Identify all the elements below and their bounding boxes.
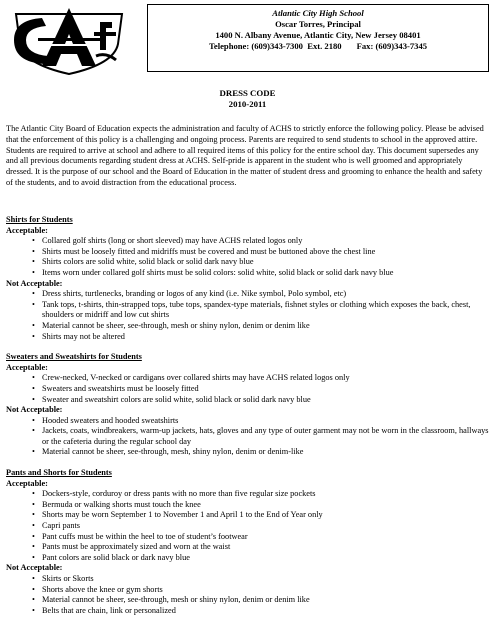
list-item: • Dockers-style, corduroy or dress pants with no more than five regular size pockets <box>6 489 490 500</box>
section-heading-shirts: Shirts for Students <box>6 215 73 224</box>
list-item: • Crew-necked, V-necked or cardigans over collared shirts may have ACHS related logos only <box>6 373 490 384</box>
school-address: 1400 N. Albany Avenue, Atlantic City, New Jersey 08401 <box>215 30 421 40</box>
list-item: • Tank tops, t-shirts, thin-strapped tops, tube tops, spandex-type materials, fishnet styles or clothing which exposes the back, chest, shoulders or midriff and low cut shirts <box>6 300 490 321</box>
principal-name: Oscar Torres, Principal <box>275 19 361 29</box>
list-item: • Pant cuffs must be within the heel to toe of student’s footwear <box>6 532 490 543</box>
list-item: • Pant colors are solid black or dark navy blue <box>6 553 490 564</box>
acceptable-label: Acceptable: <box>6 478 48 488</box>
shirts-acceptable-list <box>6 236 490 278</box>
school-name: Atlantic City High School <box>272 8 364 18</box>
list-item: • Pants must be approximately sized and worn at the waist <box>6 542 490 553</box>
section-heading-pants: Pants and Shorts for Students <box>6 468 112 478</box>
list-item: • Shirts must be loosely fitted and midriffs must be covered and must be buttoned above the chest line <box>6 247 490 258</box>
list-item: • Collared golf shirts (long or short sleeved) may have ACHS related logos only <box>6 236 490 247</box>
list-item: • Shorts may be worn September 1 to November 1 and April 1 to the End of Year only <box>6 510 490 521</box>
list-item: • Shorts above the knee or gym shorts <box>6 585 490 596</box>
pants-acceptable-list <box>6 489 490 563</box>
intro-paragraph: The Atlantic City Board of Education expects the administration and faculty of ACHS to strictly enforce the following policy. Please be advised that the enforcement of this policy is a challenging and ongoing process. Parents are required to send students to school in the approved attire. Students are required to arrive at school and adhere to all required items of this policy for the entire school day. This document supersedes any and all previous documents regarding student dress at ACHS. Self-pride is apparent in the student who is well groomed and appropriately dressed. It is the purpose of our school and the Board of Education in the matter of student dress and grooming to enhance the health and safety of the students, and to avoid distraction from the educational process. <box>6 124 484 187</box>
document-title: DRESS CODE <box>219 88 276 98</box>
list-item: • Material cannot be sheer, see-through, mesh or shiny nylon, denim or denim like <box>6 321 490 332</box>
policy-content <box>6 215 490 616</box>
acceptable-label: Acceptable: <box>6 225 48 235</box>
letterhead-box <box>147 4 489 72</box>
list-item: • Hooded sweaters and hooded sweatshirts <box>6 416 490 427</box>
list-item: • Jackets, coats, windbreakers, warm-up jackets, hats, gloves and any type of outer garment may not be worn in the classroom, hallways or the cafeteria during the regular school day <box>6 426 490 447</box>
acceptable-label: Acceptable: <box>6 362 48 372</box>
sweaters-acceptable-list <box>6 373 490 405</box>
list-item: • Items worn under collared golf shirts must be solid colors: solid white, solid black or solid dark navy blue <box>6 268 490 279</box>
list-item: • Sweater and sweatshirt colors are solid white, solid black or solid dark navy blue <box>6 395 490 406</box>
list-item: • Material cannot be sheer, see-through, mesh or shiny nylon, denim or denim like <box>6 595 490 606</box>
list-item: • Shirts may not be altered <box>6 332 490 343</box>
list-item: • Material cannot be sheer, see-through, mesh, shiny nylon, denim or denim-like <box>6 447 490 458</box>
not-acceptable-label: Not Acceptable: <box>6 278 63 288</box>
list-item: • Bermuda or walking shorts must touch the knee <box>6 500 490 511</box>
list-item: • Capri pants <box>6 521 490 532</box>
list-item: • Skirts or Skorts <box>6 574 490 585</box>
list-item: • Shirts colors are solid white, solid black or solid dark navy blue <box>6 257 490 268</box>
phone-fax-line: Telephone: (609)343-7300 Ext. 2180 Fax: (609)343-7345 <box>208 41 428 51</box>
list-item: • Belts that are chain, link or personalized <box>6 606 490 617</box>
not-acceptable-label: Not Acceptable: <box>6 563 63 573</box>
pants-not-acceptable-list <box>6 574 490 616</box>
not-acceptable-label: Not Acceptable: <box>6 405 63 415</box>
list-item: • Sweaters and sweatshirts must be loosely fitted <box>6 384 490 395</box>
document-year: 2010-2011 <box>228 99 267 109</box>
school-logo <box>8 4 130 76</box>
shirts-not-acceptable-list <box>6 289 490 342</box>
sweaters-not-acceptable-list <box>6 416 490 458</box>
list-item: • Dress shirts, turtlenecks, branding or logos of any kind (i.e. Nike symbol, Polo symbol, etc) <box>6 289 490 300</box>
section-heading-sweaters: Sweaters and Sweatshirts for Students <box>6 352 142 362</box>
